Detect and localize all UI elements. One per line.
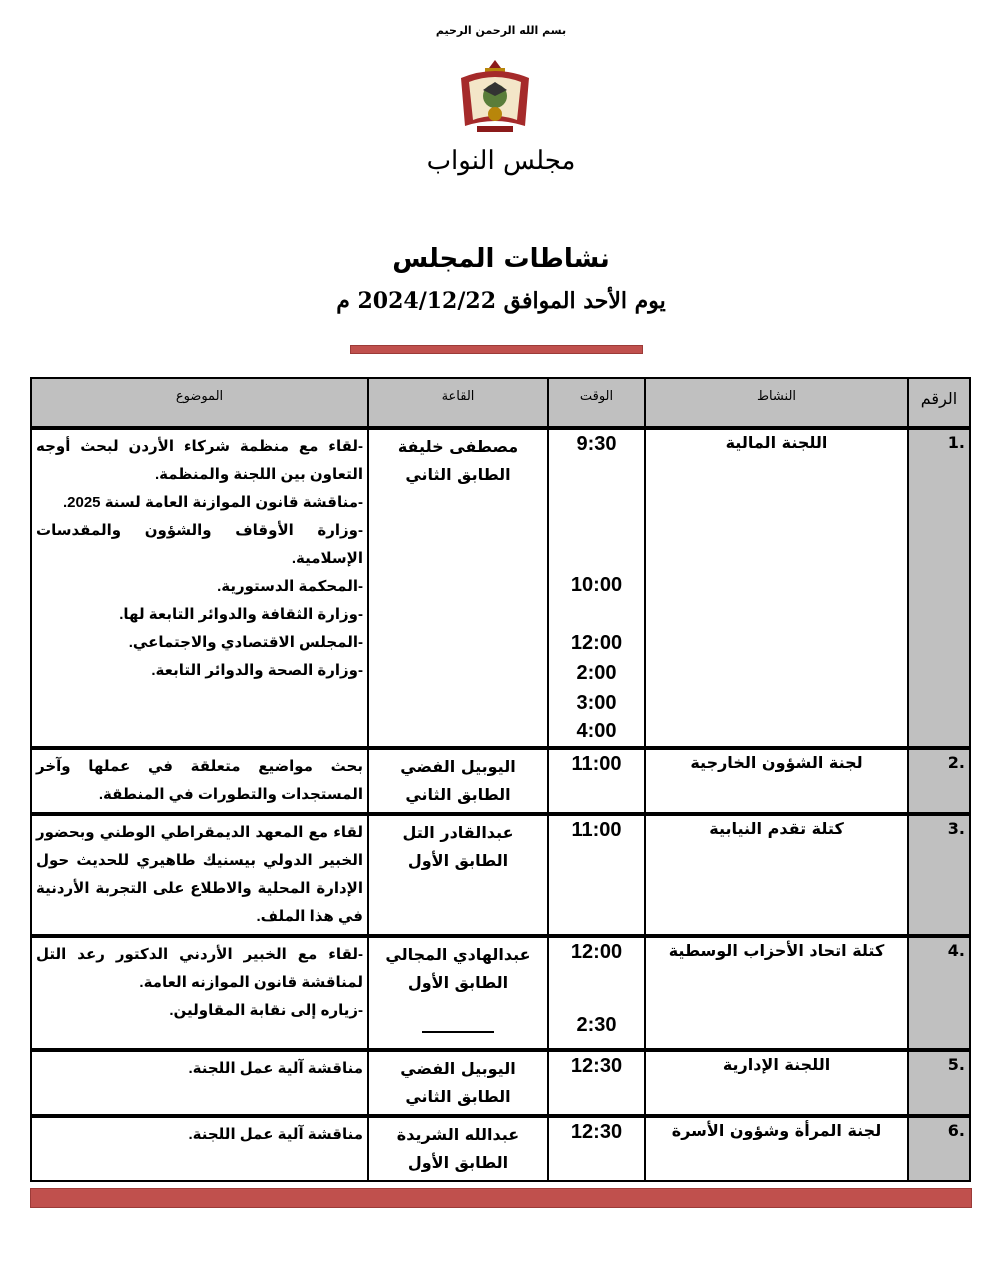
hall-floor: الطابق الأول — [407, 973, 509, 992]
time-value: 2:00 — [576, 662, 617, 684]
topic-item: -زياره إلى نقابة المقاولين. — [169, 1002, 363, 1019]
time-cell — [548, 428, 645, 748]
hall-cell — [368, 814, 548, 936]
row-number: .3 — [908, 814, 970, 936]
title-divider — [350, 345, 643, 354]
time-value: 12:00 — [570, 632, 623, 654]
hall-floor: الطابق الثاني — [405, 785, 511, 804]
row-number: .2 — [908, 748, 970, 814]
hall-name: اليوبيل الفضي — [400, 757, 516, 776]
topic-item: مناقشة آلية عمل اللجنة. — [31, 1116, 368, 1181]
coat-of-arms-emblem — [455, 56, 535, 136]
footer-divider — [30, 1188, 972, 1208]
basmala: بسم الله الرحمن الرحيم — [435, 24, 567, 37]
page-date: يوم الأحد الموافق 2024/12/22 م — [336, 288, 666, 314]
hall-floor: الطابق الأول — [407, 1153, 509, 1172]
table-row — [31, 1050, 970, 1116]
hall-name: مصطفى خليفة — [397, 437, 519, 456]
column-header-hall: القاعة — [368, 378, 548, 428]
hall-floor: الطابق الثاني — [405, 465, 511, 484]
activity-name: اللجنة المالية — [645, 428, 908, 748]
column-header-time: الوقت — [548, 378, 645, 428]
column-header-topic: الموضوع — [31, 378, 368, 428]
time-cell — [548, 936, 645, 1050]
table-header-row — [31, 378, 970, 428]
topic-item: -وزارة الأوقاف والشؤون والمقدسات الإسلامية. — [36, 522, 363, 567]
time-value: 4:00 — [576, 720, 617, 742]
activities-table — [30, 377, 971, 1182]
topic-cell — [31, 428, 368, 748]
activity-name: لجنة المرأة وشؤون الأسرة — [645, 1116, 908, 1181]
page-title: نشاطات المجلس — [392, 244, 610, 274]
topic-item: -مناقشة قانون الموازنة العامة لسنة 2025. — [62, 494, 363, 511]
hall-name: عبدالهادي المجالي — [385, 945, 531, 964]
hall-cell — [368, 1116, 548, 1181]
table-row — [31, 936, 970, 1050]
activity-name: كتلة تقدم النيابية — [645, 814, 908, 936]
time-value: 11:00 — [548, 748, 645, 814]
time-value: 12:00 — [570, 941, 623, 963]
table-row — [31, 1116, 970, 1181]
topic-item: -المجلس الاقتصادي والاجتماعي. — [128, 634, 363, 651]
topic-item: لقاء مع المعهد الديمقراطي الوطني وبحضور الخبير الدولي بيسنيك طاهيري للحديث حول الإدارة المحلية والاطلاع على التجربة الأردنية في هذا الملف. — [31, 814, 368, 936]
table-row — [31, 814, 970, 936]
hall-cell — [368, 748, 548, 814]
topic-item: -وزارة الثقافة والدوائر التابعة لها. — [119, 606, 363, 623]
table-section — [30, 377, 971, 1208]
topic-item: -وزارة الصحة والدوائر التابعة. — [151, 662, 363, 679]
parliament-logo-text: مجلس النواب — [426, 146, 576, 176]
time-value: 12:30 — [548, 1116, 645, 1181]
time-value: 2:30 — [576, 1014, 617, 1036]
topic-cell — [31, 936, 368, 1050]
topic-item: -المحكمة الدستورية. — [217, 578, 363, 595]
time-value: 3:00 — [576, 692, 617, 714]
column-header-number: الرقم — [908, 378, 970, 428]
hall-cell — [368, 428, 548, 748]
topic-item: مناقشة آلية عمل اللجنة. — [31, 1050, 368, 1116]
time-value: 9:30 — [576, 433, 617, 455]
row-number: .4 — [908, 936, 970, 1050]
column-header-activity: النشاط — [645, 378, 908, 428]
activity-name: كتلة اتحاد الأحزاب الوسطية — [645, 936, 908, 1050]
hall-floor: الطابق الثاني — [405, 1087, 511, 1106]
table-row — [31, 748, 970, 814]
activity-name: اللجنة الإدارية — [645, 1050, 908, 1116]
row-number: .1 — [908, 428, 970, 748]
time-value: 11:00 — [548, 814, 645, 936]
hall-cell — [368, 936, 548, 1050]
topic-item: بحث مواضيع متعلقة في عملها وآخر المستجدات والتطورات في المنطقة. — [31, 748, 368, 814]
activity-name: لجنة الشؤون الخارجية — [645, 748, 908, 814]
topic-item: -لقاء مع الخبير الأردني الدكتور رعد التل لمناقشة قانون الموازنه العامة. — [36, 946, 363, 991]
hall-name: اليوبيل الفضي — [400, 1059, 516, 1078]
hall-cell — [368, 1050, 548, 1116]
row-number: .5 — [908, 1050, 970, 1116]
time-value: 10:00 — [570, 574, 623, 596]
row-number: .6 — [908, 1116, 970, 1181]
time-value: 12:30 — [548, 1050, 645, 1116]
no-hall-dash — [373, 1017, 543, 1045]
hall-name: عبدالقادر التل — [402, 823, 514, 842]
topic-item: -لقاء مع منظمة شركاء الأردن لبحث أوجه التعاون بين اللجنة والمنظمة. — [36, 438, 363, 483]
hall-floor: الطابق الأول — [407, 851, 509, 870]
table-row — [31, 428, 970, 748]
hall-name: عبدالله الشريدة — [396, 1125, 520, 1144]
